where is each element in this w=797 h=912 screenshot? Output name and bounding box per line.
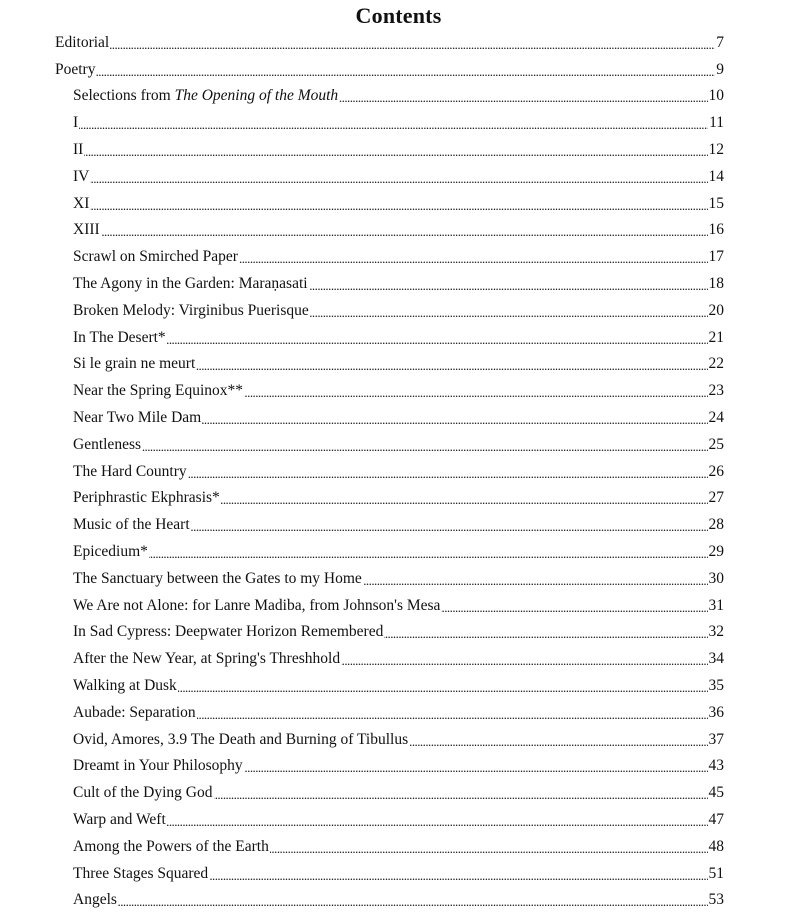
toc-entry-page-number: 34	[708, 650, 724, 668]
dot-leader	[197, 708, 708, 722]
toc-entry-page-number: 43	[708, 757, 724, 775]
toc-entry-page-number: 27	[708, 489, 724, 507]
toc-entry-title: Near the Spring Equinox**	[73, 382, 244, 400]
toc-entry-title: I	[73, 114, 79, 132]
toc-entry-page-number: 9	[716, 60, 724, 78]
toc-entry-title: IV	[73, 167, 90, 185]
toc-entry-page-number: 45	[708, 784, 724, 802]
toc-entry-page-number: 31	[708, 596, 724, 614]
toc-entry[interactable]	[73, 323, 724, 350]
toc-entry[interactable]	[73, 350, 724, 377]
dot-leader	[118, 895, 708, 909]
toc-entry[interactable]	[73, 296, 724, 323]
dot-leader	[214, 788, 708, 802]
toc-entry[interactable]	[73, 269, 724, 296]
toc-entry-title: Angels	[73, 891, 117, 909]
dot-leader	[167, 333, 708, 347]
toc-entry[interactable]	[73, 859, 724, 886]
toc-entry[interactable]	[73, 644, 724, 671]
toc-entry-title: Warp and Weft	[73, 810, 166, 828]
dot-leader	[90, 199, 707, 213]
toc-entry-page-number: 14	[708, 167, 724, 185]
dot-leader	[441, 601, 707, 615]
toc-entry[interactable]	[73, 135, 724, 162]
toc-entry-page-number: 11	[709, 114, 724, 132]
toc-entry[interactable]	[73, 189, 724, 216]
toc-entry-page-number: 47	[708, 810, 724, 828]
toc-entry-title: Three Stages Squared	[73, 864, 209, 882]
toc-entry[interactable]	[73, 832, 724, 859]
toc-entry-title: Broken Melody: Virginibus Puerisque	[73, 301, 309, 319]
dot-leader	[167, 815, 708, 829]
toc-entry-title	[73, 87, 338, 105]
dot-leader	[244, 761, 708, 775]
toc-entry-page-number: 26	[708, 462, 724, 480]
toc-entry[interactable]	[73, 457, 724, 484]
dot-leader	[341, 654, 707, 668]
dot-leader	[363, 574, 708, 588]
toc-entry-page-number: 22	[708, 355, 724, 373]
dot-leader	[101, 225, 708, 239]
toc-entry-title: After the New Year, at Spring's Threshhold	[73, 650, 341, 668]
toc-entry-page-number: 10	[708, 87, 724, 105]
toc-entry[interactable]	[73, 886, 724, 912]
toc-entry-title: In Sad Cypress: Deepwater Horizon Remembered	[73, 623, 384, 641]
toc-entry-page-number: 28	[708, 516, 724, 534]
toc-entry[interactable]	[73, 725, 724, 752]
toc-entry[interactable]	[73, 778, 724, 805]
toc-entry[interactable]	[73, 752, 724, 779]
toc-entry[interactable]	[55, 55, 724, 82]
toc-entry-page-number: 51	[708, 864, 724, 882]
toc-entry-title: Periphrastic Ekphrasis*	[73, 489, 220, 507]
toc-entry-title: The Hard Country	[73, 462, 187, 480]
dot-leader	[142, 440, 707, 454]
toc-entry[interactable]	[73, 376, 724, 403]
toc-entry-page-number: 53	[708, 891, 724, 909]
dot-leader	[239, 252, 708, 266]
toc-entry-page-number: 36	[708, 703, 724, 721]
toc-entry-page-number: 20	[708, 301, 724, 319]
toc-entry-page-number: 30	[708, 569, 724, 587]
dot-leader	[96, 65, 715, 79]
toc-entry-title: In The Desert*	[73, 328, 166, 346]
dot-leader	[196, 359, 707, 373]
toc-entry-title: Editorial	[55, 33, 110, 51]
toc-entry-title-prefix: Selections from	[73, 87, 175, 105]
dot-leader	[409, 735, 707, 749]
toc-entry-title: The Sanctuary between the Gates to my Home	[73, 569, 362, 587]
toc-entry-title: Near Two Mile Dam	[73, 408, 202, 426]
toc-entry[interactable]	[73, 242, 724, 269]
toc-entry-page-number: 21	[708, 328, 724, 346]
page-title: Contents	[355, 3, 442, 28]
dot-leader	[79, 118, 708, 132]
toc-entry[interactable]	[73, 698, 724, 725]
dot-leader	[110, 38, 715, 52]
toc-entry[interactable]	[73, 216, 724, 243]
toc-entry-page-number: 48	[708, 837, 724, 855]
toc-entry-title: Among the Powers of the Earth	[73, 837, 269, 855]
toc-entry-page-number: 7	[716, 33, 724, 51]
toc-entry-title: Scrawl on Smirched Paper	[73, 248, 238, 266]
dot-leader	[178, 681, 708, 695]
toc-entry[interactable]	[73, 82, 724, 109]
toc-entry-page-number: 24	[708, 408, 724, 426]
toc-entry[interactable]	[73, 618, 724, 645]
dot-leader	[84, 145, 707, 159]
toc-entry-page-number: 17	[708, 248, 724, 266]
dot-leader	[270, 842, 708, 856]
toc-entry[interactable]	[73, 591, 724, 618]
toc-entry-title: Poetry	[55, 60, 96, 78]
dot-leader	[310, 306, 708, 320]
toc-entry-page-number: 32	[708, 623, 724, 641]
toc-entry-title: Epicedium*	[73, 542, 148, 560]
toc-entry-title: XI	[73, 194, 90, 212]
toc-entry-page-number: 25	[708, 435, 724, 453]
toc-entry-title: Si le grain ne meurt	[73, 355, 196, 373]
toc-entry-title: XIII	[73, 221, 100, 239]
toc-entry-title: Ovid, Amores, 3.9 The Death and Burning of Tibullus	[73, 730, 409, 748]
toc-entry[interactable]	[73, 805, 724, 832]
toc-entry-title: Cult of the Dying God	[73, 784, 213, 802]
toc-entry[interactable]	[73, 537, 724, 564]
dot-leader	[221, 493, 708, 507]
toc-entry-title-italic: The Opening of the Mouth	[174, 87, 339, 105]
toc-entry[interactable]	[73, 564, 724, 591]
dot-leader	[202, 413, 707, 427]
toc-entry-title: We Are not Alone: for Lanre Madiba, from Johnson's Mesa	[73, 596, 441, 614]
toc-entry-page-number: 37	[708, 730, 724, 748]
toc-entry[interactable]	[73, 108, 724, 135]
toc-entry-title: Dreamt in Your Philosophy	[73, 757, 243, 775]
toc-entry-page-number: 23	[708, 382, 724, 400]
dot-leader	[188, 467, 708, 481]
toc-entry-title: II	[73, 140, 84, 158]
toc-entry[interactable]	[73, 430, 724, 457]
toc-entry[interactable]	[73, 403, 724, 430]
toc-entry[interactable]	[73, 510, 724, 537]
toc-entry-page-number: 35	[708, 676, 724, 694]
toc-entry-title: Music of the Heart	[73, 516, 190, 534]
dot-leader	[90, 172, 707, 186]
toc-entry-page-number: 12	[708, 140, 724, 158]
dot-leader	[339, 91, 707, 105]
toc-entry-title: The Agony in the Garden: Maraṇasati	[73, 274, 308, 292]
toc-entry[interactable]	[73, 671, 724, 698]
toc-entry[interactable]	[55, 28, 724, 55]
toc-entry-page-number: 18	[708, 274, 724, 292]
dot-leader	[384, 627, 707, 641]
toc-entry-title: Walking at Dusk	[73, 676, 177, 694]
toc-entry-page-number: 29	[708, 542, 724, 560]
toc-entry-page-number: 16	[708, 221, 724, 239]
dot-leader	[309, 279, 708, 293]
dot-leader	[244, 386, 707, 400]
dot-leader	[191, 520, 708, 534]
toc-entry-title: Gentleness	[73, 435, 142, 453]
dot-leader	[149, 547, 708, 561]
toc-entry[interactable]	[73, 162, 724, 189]
toc-entry[interactable]	[73, 484, 724, 511]
toc-entry-page-number: 15	[708, 194, 724, 212]
dot-leader	[209, 869, 707, 883]
toc-entry-title: Aubade: Separation	[73, 703, 196, 721]
